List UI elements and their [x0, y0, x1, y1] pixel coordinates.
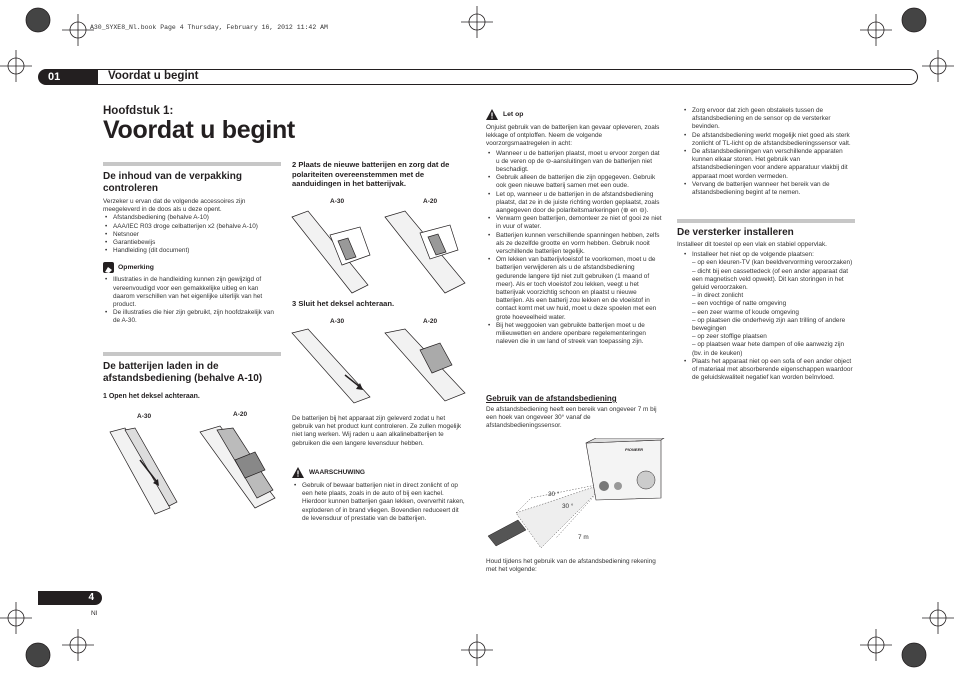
remote-tips-list: [682, 107, 857, 197]
install-line: – op zeer stoffige plaatsen: [692, 333, 767, 341]
note-title: Opmerking: [118, 264, 154, 272]
install-heading: De versterker installeren: [677, 227, 794, 238]
brand-label: PIONEER: [625, 447, 644, 452]
list-item: • Verwarm geen batterijen, demonteer ze niet of gooi ze niet in vuur of water.: [486, 215, 664, 231]
section-heading-contents: De inhoud van de verpakking controleren: [103, 171, 242, 194]
list-item: [682, 251, 855, 358]
list-item: • Gebruik alleen de batterijen die zijn opgegeven. Gebruik ook geen nieuwe batterij samen met een oude.: [486, 174, 664, 190]
caution-title: Let op: [503, 111, 524, 118]
caution-intro: Onjuist gebruik van de batterijen kan gevaar opleveren, zoals lekkage of ontploffen. Neem de volgende voorzorgsmaatregelen in acht:: [486, 124, 660, 148]
page-title: Voordat u begint: [103, 116, 295, 144]
label-a30-step3: A-30: [330, 318, 345, 325]
accessory-list: [103, 214, 281, 255]
note-list: [103, 276, 281, 325]
remote-range-illustration: [486, 438, 666, 558]
note-icon: [103, 262, 114, 273]
label-a20: A-20: [233, 411, 248, 418]
open-cover-illustration: [105, 420, 285, 525]
warning-icon: [292, 467, 304, 478]
chapter-label: Hoofdstuk 1:: [103, 105, 174, 117]
list-item: • Garantiebewijs: [103, 239, 281, 247]
warning-block: [292, 467, 467, 523]
angle-label-2: 30 °: [562, 503, 574, 510]
caution-block: [486, 109, 664, 346]
label-a30-step2: A-30: [330, 198, 345, 205]
label-a20-step3: A-20: [423, 318, 438, 325]
section-rule: [677, 219, 855, 223]
list-item: • AAA/IEC R03 droge celbatterijen x2 (behalve A-10): [103, 223, 281, 231]
list-item: • De afstandsbediening werkt mogelijk niet goed als sterk zonlicht of TL-licht op de afstandsbedieningssensor valt.: [682, 132, 857, 148]
remote-usage-text: De afstandsbediening heeft een bereik van ongeveer 7 m bij een hoek van ongeveer 30° vanaf de afstandsbedieningssensor.: [486, 406, 657, 430]
step-2: 2 Plaats de nieuwe batterijen en zorg dat de polariteiten overeenstemmen met de aanduidingen in het batterijvak.: [292, 160, 450, 188]
remote-batteries-drawing: [290, 205, 475, 295]
list-item: • Gebruik of bewaar batterijen niet in direct zonlicht of op een hete plaats, zoals in de auto of bij een kachel. Hierdoor kunnen batterijen gaan lekken, oververhit raken, exploderen of in brand vliegen. Bovendien reduceert dit de levensduur of prestatie van de batterijen.: [292, 482, 467, 523]
warning-header: [292, 467, 467, 478]
caution-icon: [486, 109, 498, 120]
warning-title: WAARSCHUWING: [309, 469, 365, 476]
list-item: • Om lekken van batterijvloeistof te voorkomen, moet u de batterijen verwijderen als u de afstandsbediening gedurende langere tijd niet zult gebruiken (1 maand of meer). Als er toch vloeistof zou lekken, veegt u het batterijvak voorzichtig schoon en plaatst u nieuwe batterijen. Als een batterij zou lekken en de vloeistof in contact komt met uw huid, moet u deze spoelen met een grote hoeveelheid water.: [486, 256, 664, 322]
caution-header: [486, 109, 664, 120]
note-header: [103, 262, 281, 273]
distance-label: 7 m: [578, 534, 589, 541]
list-item: • Afstandsbediening (behalve A-10): [103, 214, 281, 222]
list-item: • De afstandsbedieningen van verschillende apparaten kunnen elkaar storen. Het gebruik van afstandsbedieningen voor andere apparatuur vlakbij dit apparaat moet worden vermeden.: [682, 148, 857, 181]
section-rule: [103, 352, 281, 356]
list-item: • Zorg ervoor dat zich geen obstakels tussen de afstandsbediening en de sensor op de versterker bevinden.: [682, 107, 857, 132]
install-line: – een zeer warme of koude omgeving: [692, 308, 799, 316]
list-item: • Vervang de batterijen wanneer het bereik van de afstandsbediening begint af te nemen.: [682, 181, 857, 197]
list-item: • Handleiding (dit document): [103, 247, 281, 255]
list-item: • Let op, wanneer u de batterijen in de afstandsbediening plaatst, dat ze in de juiste richting worden geplaatst, zoals aangegeven door de polariteitsmarkeringen (⊕ en ⊖).: [486, 191, 664, 216]
install-line: – op plaatsen die onderhevig zijn aan trilling of andere bewegingen: [692, 316, 846, 333]
install-section: [677, 219, 855, 382]
install-line: – een vochtige of natte omgeving: [692, 300, 787, 308]
warning-list: [292, 482, 467, 523]
remote-close-cover-drawing: [290, 325, 475, 405]
range-diagram: [486, 438, 666, 553]
step-1: 1 Open het deksel achteraan.: [103, 393, 200, 400]
install-line: – in direct zonlicht: [692, 292, 744, 300]
page-language: Nl: [91, 610, 98, 617]
column-1-section-2: [103, 352, 281, 402]
list-item: • Illustraties in de handleiding kunnen zijn gewijzigd of vereenvoudigd voor een gemakkelijke uitleg en kan daarom verschillen van het eigenlijke uiterlijk van het product.: [103, 276, 281, 309]
page-number: 4: [38, 591, 102, 605]
column-1: [103, 162, 281, 326]
install-line: – op plaatsen waar hete dampen of olie aanwezig zijn (bv. in de keuken): [692, 341, 845, 357]
list-item: • Batterijen kunnen verschillende spanningen hebben, zelfs als ze dezelfde grootte en vorm hebben. Gebruik nooit verschillende batterijen tegelijk.: [486, 232, 664, 257]
list-item: • Plaats het apparaat niet op een sofa of een ander object of materiaal met absorberende eigenschappen waardoor de geluidskwaliteit negatief kan worden beïnvloed.: [682, 358, 855, 383]
section-rule: [103, 162, 281, 166]
section-intro: Verzeker u ervan dat de volgende accessoires zijn meegeleverd in de doos als u deze opent.: [103, 198, 246, 214]
label-a30: A-30: [137, 413, 152, 420]
install-line: – dicht bij een cassettedeck (of een ander apparaat dat een magnetisch veld opwekt). Dit kan storingen in het geluid veroorzaken.: [692, 267, 848, 292]
remote-caption: Houd tijdens het gebruik van de afstandsbediening rekening met het volgende:: [486, 558, 656, 574]
section-heading-batteries: De batterijen laden in de afstandsbediening (behalve A-10): [103, 361, 263, 384]
chapter-bar-title: Voordat u begint: [98, 69, 918, 85]
list-item: • Bij het weggooien van gebruikte batterijen moet u de milieuwetten en andere openbare regelementeringen naleven die in uw land of streek van toepassing zijn.: [486, 322, 664, 347]
chapter-number: 01: [38, 69, 98, 85]
remote-open-cover-drawing: [105, 420, 285, 520]
remote-usage-heading: Gebruik van de afstandsbediening: [486, 394, 617, 403]
step-3: 3 Sluit het deksel achteraan.: [292, 299, 395, 308]
list-item: • Netsnoer: [103, 231, 281, 239]
caution-list: [486, 150, 664, 347]
install-line: – op een kleuren-TV (kan beeldvervorming veroorzaken): [692, 259, 853, 267]
angle-label-1: 30 °: [548, 491, 560, 498]
install-intro: Installeer dit toestel op een vlak en stabiel oppervlak.: [677, 241, 827, 248]
list-item: • De illustraties die hier zijn gebruikt, zijn hoofdzakelijk van de A-30.: [103, 309, 281, 325]
file-header: A30_SYXE8_Nl.book Page 4 Thursday, February 16, 2012 11:42 AM: [90, 24, 328, 31]
label-a20-step2: A-20: [423, 198, 438, 205]
close-cover-illustration: [290, 325, 475, 410]
battery-paragraph: De batterijen bij het apparaat zijn geleverd zodat u het gebruik van het product kunt controleren. Ze zullen mogelijk niet lang werken. Wij raden u aan alkalinebatterijen te gebruiken die een langere levensduur hebben.: [292, 415, 462, 447]
install-list: [677, 251, 855, 382]
list-item: • Wanneer u de batterijen plaatst, moet u ervoor zorgen dat u de veren op de ⊖-aansluitingen van de batterijen niet beschadigt.: [486, 150, 664, 175]
install-line: • Installeer het niet op de volgende plaatsen:: [692, 251, 814, 259]
insert-batteries-illustration: [290, 205, 475, 300]
chapter-bar: [38, 69, 918, 85]
